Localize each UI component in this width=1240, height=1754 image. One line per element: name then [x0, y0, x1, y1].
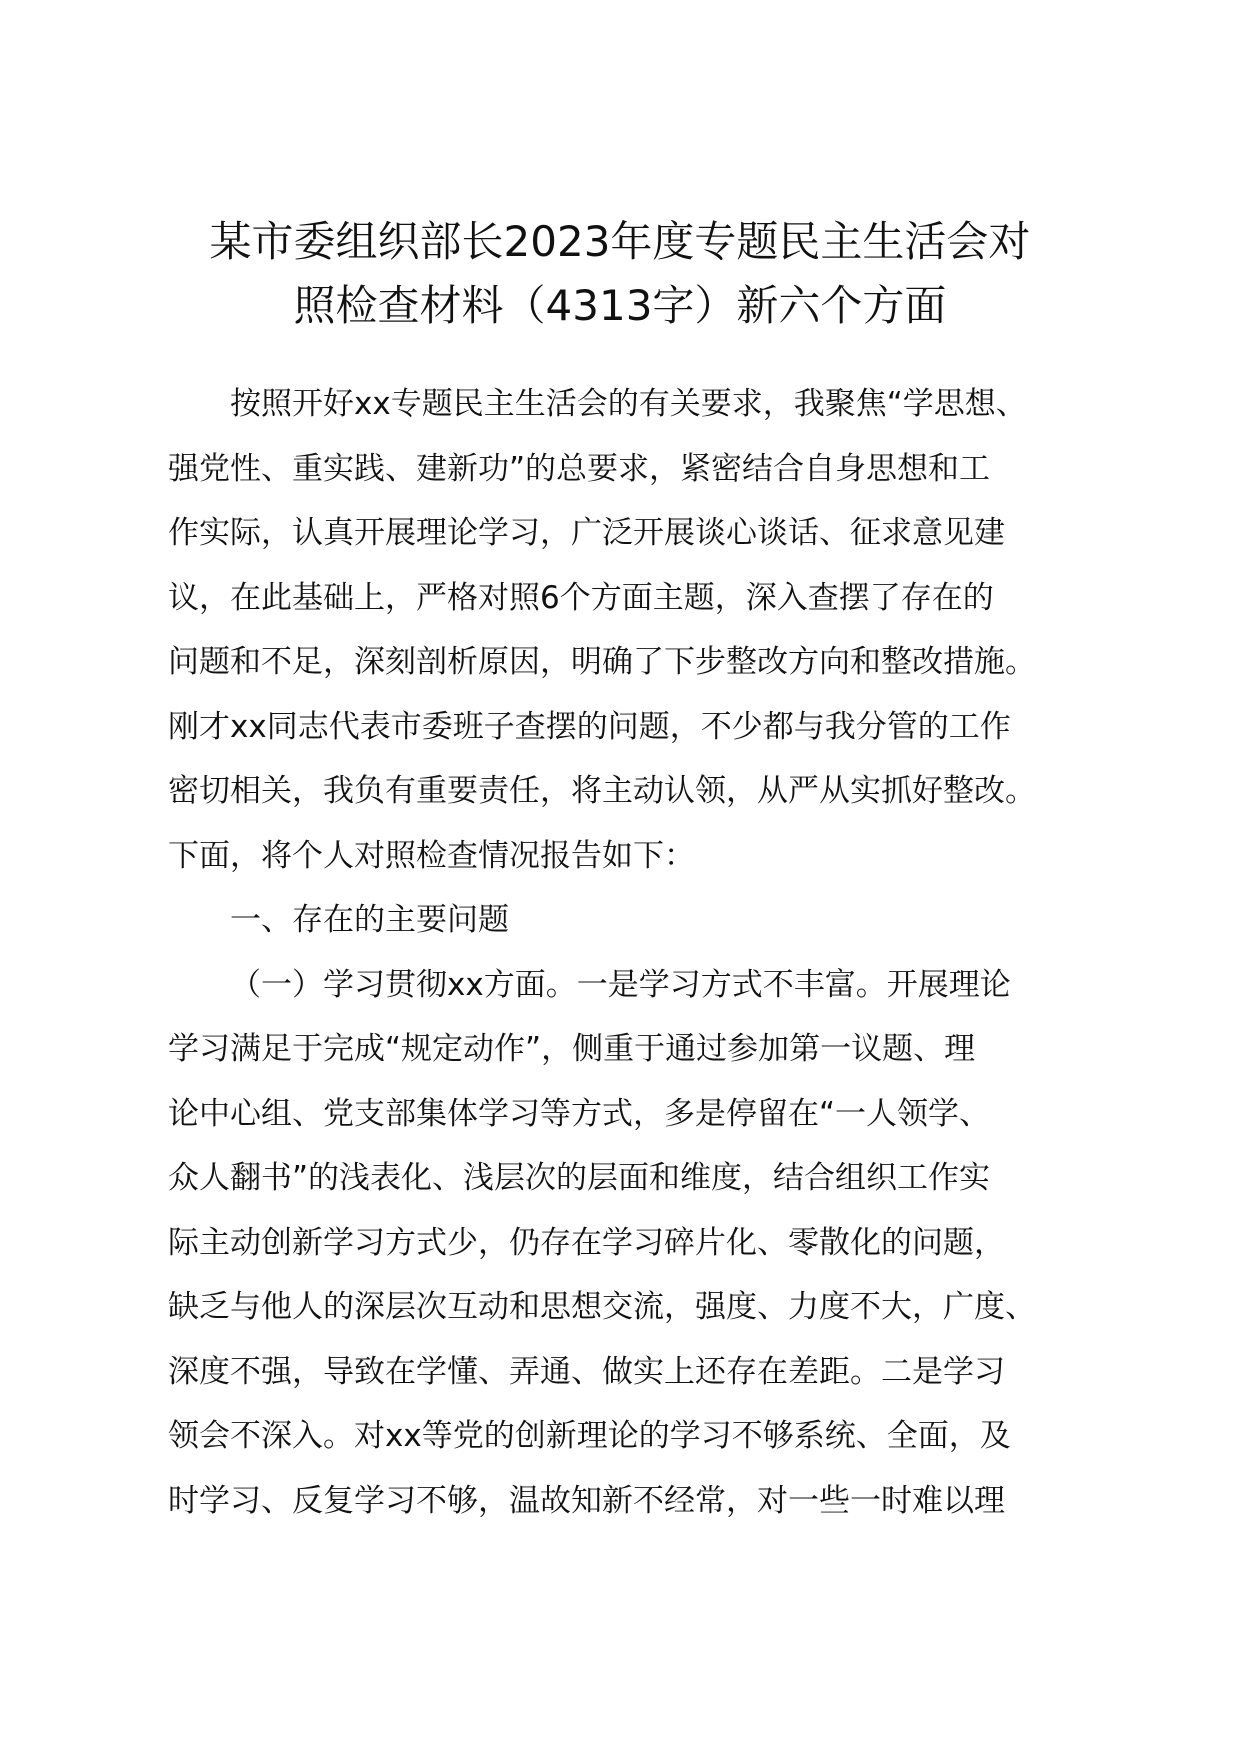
body-line: 议，在此基础上，严格对照6个方面主题，深入查摆了存在的: [168, 579, 994, 616]
body-line: 领会不深入。对xx等党的创新理论的学习不够系统、全面，及: [168, 1418, 1011, 1454]
body-line: 下面，将个人对照检查情况报告如下：: [168, 837, 695, 874]
title-line-1: 某市委组织部长2023年度专题民主生活会对: [209, 217, 1031, 266]
body-line: 时学习、反复学习不够，温故知新不经常，对一些一时难以理: [168, 1482, 1005, 1519]
body-line: 论中心组、党支部集体学习等方式，多是停留在“一人领学、: [168, 1095, 991, 1132]
body-line: 际主动创新学习方式少，仍存在学习碎片化、零散化的问题，: [168, 1224, 1005, 1261]
body-line: 按照开好xx专题民主生活会的有关要求，我聚焦“学思想、: [230, 386, 1027, 422]
body-line: 刚才xx同志代表市委班子查摆的问题，不少都与我分管的工作: [168, 708, 1011, 745]
body-line: （一）学习贯彻xx方面。一是学习方式不丰富。开展理论: [230, 966, 1011, 1003]
title-line-2: 照检查材料（4313字）新六个方面: [293, 281, 947, 330]
document-title: [140, 210, 1100, 338]
body-line: 学习满足于完成“规定动作”，侧重于通过参加第一议题、理: [168, 1031, 976, 1067]
body-line: 作实际，认真开展理论学习，广泛开展谈心谈话、征求意见建: [168, 515, 1005, 551]
body-line: 缺乏与他人的深层次互动和思想交流，强度、力度不大，广度、: [168, 1289, 1036, 1325]
body-line: 密切相关，我负有重要责任，将主动认领，从严从实抓好整改。: [168, 773, 1036, 809]
body-line: 强党性、重实践、建新功”的总要求，紧密结合自身思想和工: [168, 450, 991, 487]
document-body: [168, 372, 1128, 1533]
body-line: 问题和不足，深刻剖析原因，明确了下步整改方向和整改措施。: [168, 644, 1036, 680]
body-line: 深度不强，导致在学懂、弄通、做实上还存在差距。二是学习: [168, 1353, 1005, 1390]
section-heading: 一、存在的主要问题: [230, 902, 509, 938]
body-line: 众人翻书”的浅表化、浅层次的层面和维度，结合组织工作实: [168, 1160, 991, 1196]
